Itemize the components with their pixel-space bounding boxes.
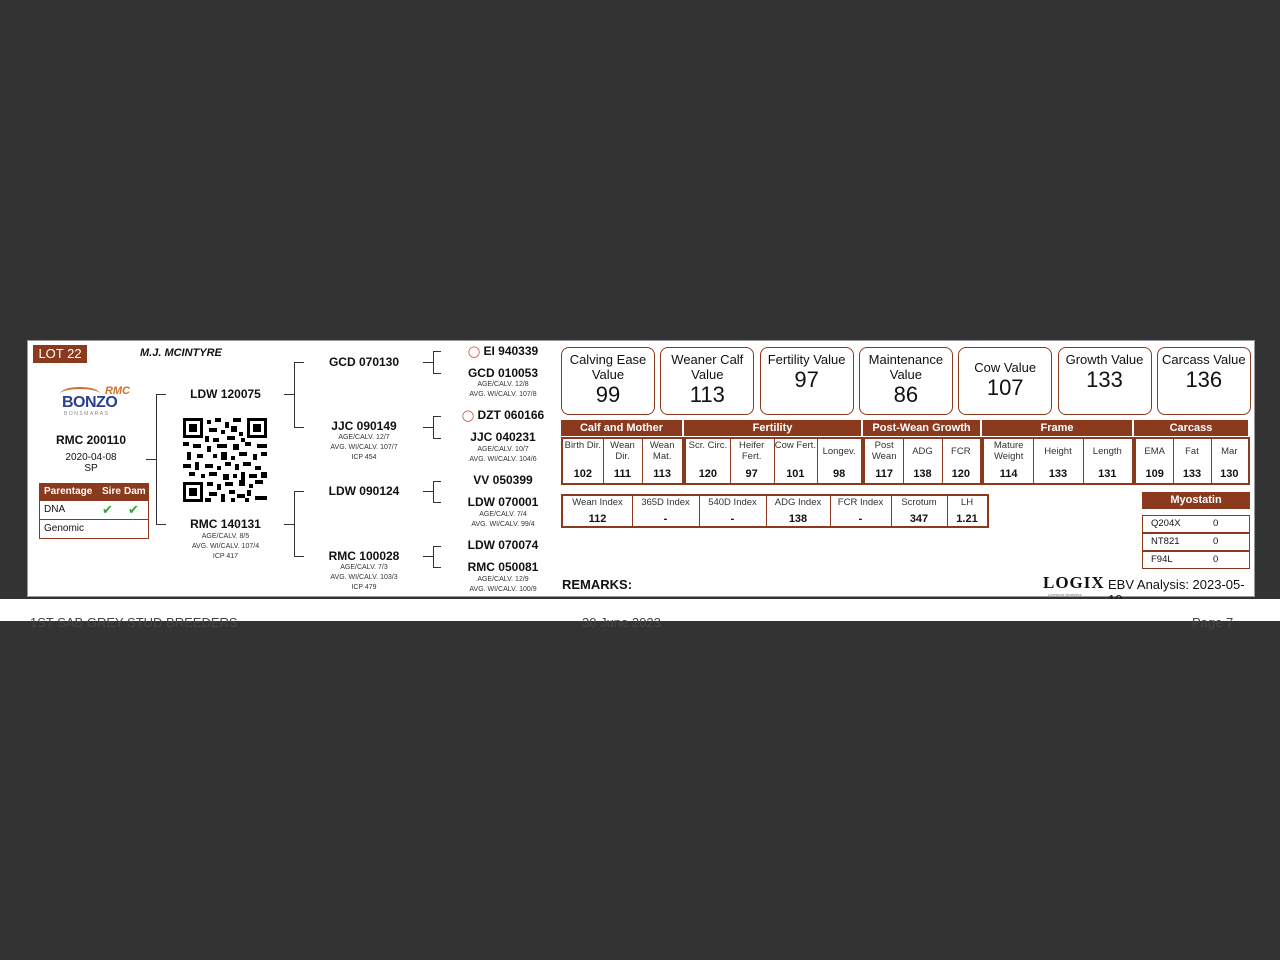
ggd-4-name: RMC 050081 [467, 560, 539, 574]
animal-type: SP [84, 463, 98, 474]
granddam-maternal-age-calv: AGE/CALV. 7/3 [340, 564, 388, 571]
dam-avg-wi: AVG. WI/CALV. 107/4 [191, 543, 260, 550]
parentage-header-dam: Dam [124, 486, 146, 497]
ebv-trait-value: 120 [698, 468, 718, 480]
index-box [958, 347, 1052, 415]
ebv-trait-value: 131 [1098, 468, 1117, 480]
dam-age-calv: AGE/CALV. 8/5 [201, 533, 250, 540]
ebv-trait-value: 98 [833, 468, 846, 480]
index-value: 113 [689, 382, 725, 407]
ebv-trait [942, 440, 980, 484]
ggd-4-avg-wi: AVG. WI/CALV. 100/9 [469, 586, 537, 593]
ebv-trait-label: ADG [912, 446, 933, 457]
logix-tagline: Livestock Analytics [1048, 592, 1082, 597]
ggs-2-name: DZT 060166 [477, 408, 545, 422]
ebv-trait-value: 130 [1220, 468, 1239, 480]
index-value: 97 [794, 367, 819, 392]
ebv-trait-label: Cow Fert. [774, 440, 816, 451]
ebv-group-header: Frame [982, 420, 1132, 436]
index-row-label: ADG Index [774, 497, 822, 508]
myostatin-value: 0 [1213, 554, 1219, 565]
index-row-divider [830, 496, 831, 526]
index-row-divider [699, 496, 700, 526]
parentage-header-sire: Sire [102, 486, 121, 497]
index-row-value: 1.21 [956, 513, 978, 525]
index-box [760, 347, 854, 415]
ggs-3-name: VV 050399 [473, 473, 533, 487]
ebv-divider [942, 439, 943, 483]
index-row-divider [891, 496, 892, 526]
index-row-cell [563, 497, 632, 527]
ebv-trait-value: 133 [1182, 468, 1202, 480]
index-row-label: 540D Index [708, 497, 757, 508]
ebv-divider [1083, 439, 1084, 483]
index-value: 99 [595, 382, 621, 407]
ggd-3-name: LDW 070001 [467, 495, 539, 509]
ebv-trait-label: Post Wean [871, 440, 897, 462]
ebv-divider [1211, 439, 1212, 483]
ebv-divider [774, 439, 775, 483]
ebv-trait [1136, 440, 1173, 484]
myostatin-row [1142, 551, 1250, 569]
ebv-trait-value: 120 [951, 468, 970, 480]
index-value: 136 [1185, 367, 1223, 392]
ggd-2-avg-wi: AVG. WI/CALV. 104/6 [469, 456, 537, 463]
parentage-row-genomic [40, 519, 148, 538]
ebv-trait-value: 101 [786, 468, 805, 480]
ggs-4-name: LDW 070074 [467, 538, 539, 552]
ebv-trait-label: Heifer Fert. [738, 440, 765, 462]
index-box [660, 347, 754, 415]
myostatin-header: Myostatin [1142, 492, 1250, 509]
parentage-row-label: DNA [44, 504, 66, 515]
animal-dob: 2020-04-08 [65, 452, 117, 463]
parentage-header [40, 484, 148, 500]
ggd-2-age-calv: AGE/CALV. 10/7 [477, 446, 529, 453]
index-row-divider [947, 496, 948, 526]
owner-name: M.J. MCINTYRE [140, 347, 222, 359]
granddam-paternal-name: JJC 090149 [331, 419, 397, 433]
page-footer [0, 599, 1280, 630]
index-row-cell [947, 497, 987, 527]
ebv-trait-label: Mature Weight [993, 440, 1024, 462]
granddam-maternal-avg-wi: AVG. WI/CALV. 103/3 [330, 574, 398, 581]
myostatin-gene: Q204X [1151, 518, 1181, 529]
index-row-label: FCR Index [837, 497, 884, 508]
index-row-label: LH [960, 497, 974, 508]
myostatin-value: 0 [1213, 518, 1219, 529]
ebv-trait-value: 111 [613, 468, 632, 480]
granddam-paternal-avg-wi: AVG. WI/CALV. 107/7 [330, 444, 398, 451]
animal-id: RMC 200110 [55, 433, 127, 447]
index-box [859, 347, 953, 415]
parentage-row-label: Genomic [44, 523, 85, 534]
ebv-divider [603, 439, 604, 483]
dam-icp: ICP 417 [212, 553, 239, 560]
logo-sub-text: BONSMARAS [64, 411, 110, 417]
index-box [1157, 347, 1251, 415]
ebv-trait [1211, 440, 1248, 484]
ebv-trait-label: Scr. Circ. [688, 440, 728, 451]
index-box [561, 347, 655, 415]
ggd-1-avg-wi: AVG. WI/CALV. 107/8 [469, 391, 537, 398]
index-row-value: - [858, 513, 863, 525]
granddam-maternal-icp: ICP 479 [351, 584, 377, 591]
index-title: Growth Value [1065, 352, 1144, 367]
ebv-trait [817, 440, 861, 484]
myostatin-row [1142, 515, 1250, 533]
index-row-label: Scrotum [901, 497, 937, 508]
ggd-1-age-calv: AGE/CALV. 12/8 [477, 381, 529, 388]
sire-check-icon: ✔ [102, 502, 113, 517]
index-value: 133 [1086, 367, 1123, 392]
ebv-trait [774, 440, 818, 484]
index-value: 107 [986, 375, 1024, 400]
index-row-value: 112 [588, 513, 607, 525]
ebv-group-header: Fertility [684, 420, 861, 436]
footer-left: 1ST SAB GREY STUD BREEDERS [30, 615, 238, 630]
ebv-trait-label: Height [1044, 446, 1072, 457]
ggd-3-avg-wi: AVG. WI/CALV. 99/4 [471, 521, 535, 528]
ebv-analysis-date: EBV Analysis: 2023-05- [1108, 577, 1245, 592]
ebv-trait-value: 113 [653, 468, 672, 480]
ebv-trait-label: EMA [1144, 446, 1165, 457]
ggd-2-name: JJC 040231 [470, 430, 536, 444]
ebv-trait-value: 114 [999, 468, 1018, 480]
index-row-value: - [730, 513, 735, 525]
ebv-group-header: Post-Wean Growth [863, 420, 980, 436]
logo-top-text: RMC [104, 385, 130, 397]
myostatin-row [1142, 533, 1250, 551]
ebv-divider [1033, 439, 1034, 483]
logo-main-text: BONZO [62, 394, 118, 411]
grandsire-paternal-name: GCD 070130 [328, 355, 400, 369]
parentage-header-label: Parentage [44, 486, 93, 497]
ebv-trait-value: 133 [1048, 468, 1068, 480]
ggd-4-age-calv: AGE/CALV. 12/9 [477, 576, 529, 583]
myostatin-value: 0 [1213, 536, 1219, 547]
qr-code[interactable] [183, 418, 267, 502]
ebv-trait [642, 440, 682, 484]
lot-card [27, 340, 1255, 597]
lot-badge: LOT 22 [33, 345, 87, 363]
index-row-divider [766, 496, 767, 526]
ggs-1 [453, 344, 553, 358]
granddam-paternal-age-calv: AGE/CALV. 12/7 [338, 434, 390, 441]
index-row-value: - [663, 513, 668, 525]
ebv-trait-label: Longev. [822, 446, 856, 457]
ebv-trait [903, 440, 941, 484]
index-title: Maintenance Value [868, 352, 944, 382]
stud-logo [60, 385, 130, 417]
index-value: 86 [893, 382, 919, 407]
parentage-table [39, 483, 149, 539]
index-title: Fertility Value [767, 352, 846, 367]
index-title: Calving Ease Value [569, 352, 647, 382]
index-row-cell [891, 497, 947, 527]
ebv-trait-label: Wean Mat. [649, 440, 675, 462]
ebv-trait-value: 109 [1145, 468, 1164, 480]
logix-logo: LOGIX [1043, 573, 1105, 592]
myostatin-gene: F94L [1151, 554, 1173, 565]
ebv-trait-label: FCR [951, 446, 971, 457]
index-title: Cow Value [974, 360, 1037, 375]
index-row-value: 347 [909, 513, 929, 525]
ebv-trait [603, 440, 643, 484]
ebv-trait-value: 117 [875, 468, 894, 480]
remarks-label: REMARKS: [562, 577, 633, 592]
ebv-trait [730, 440, 774, 484]
ebv-trait-label: Fat [1185, 446, 1199, 457]
sire-name: LDW 120075 [190, 387, 261, 401]
bull-icon: ◯ [461, 410, 475, 422]
index-row-cell [632, 497, 699, 527]
grandsire-maternal-name: LDW 090124 [328, 484, 400, 498]
myostatin-gene: NT821 [1151, 536, 1180, 547]
granddam-maternal-name: RMC 100028 [328, 549, 400, 563]
ebv-trait-label: Length [1092, 446, 1122, 457]
ebv-group-header: Carcass [1134, 420, 1248, 436]
dam-name: RMC 140131 [190, 517, 261, 531]
index-title: Carcass Value [1162, 352, 1246, 367]
index-row-cell [699, 497, 766, 527]
index-row-divider [632, 496, 633, 526]
ggd-3-age-calv: AGE/CALV. 7/4 [479, 511, 527, 518]
ebv-trait [1033, 440, 1082, 484]
ebv-trait-label: Mar [1221, 446, 1238, 457]
ebv-trait-value: 138 [913, 468, 932, 480]
footer-right: Page 7 [1192, 615, 1234, 630]
index-row-cell [830, 497, 891, 527]
parentage-row-dna [40, 500, 148, 519]
index-row-label: Wean Index [572, 497, 623, 508]
ebv-trait [563, 440, 603, 484]
ebv-divider [730, 439, 731, 483]
ggs-1-name: EI 940339 [483, 344, 539, 358]
ebv-divider [817, 439, 818, 483]
index-box [1058, 347, 1152, 415]
bull-icon: ◯ [467, 346, 481, 358]
index-title: Weaner Calf Value [671, 352, 744, 382]
index-row-value: 138 [788, 513, 808, 525]
ebv-trait [865, 440, 903, 484]
granddam-paternal-icp: ICP 454 [351, 454, 377, 461]
ebv-trait-label: Birth Dir. [564, 440, 602, 451]
ggd-1-name: GCD 010053 [467, 366, 539, 380]
footer-center: 30 June 2023 [582, 615, 661, 630]
qr-code-icon [183, 418, 267, 502]
ebv-trait-value: 97 [745, 468, 758, 480]
ebv-divider [903, 439, 904, 483]
ebv-trait [1083, 440, 1132, 484]
dam-check-icon: ✔ [128, 502, 139, 517]
ebv-trait-label: Wean Dir. [610, 440, 635, 462]
ebv-trait-value: 102 [573, 468, 592, 480]
ebv-trait [1173, 440, 1210, 484]
ebv-divider [642, 439, 643, 483]
ebv-trait [686, 440, 730, 484]
ebv-divider [1173, 439, 1174, 483]
index-row-label: 365D Index [641, 497, 690, 508]
ebv-trait [984, 440, 1033, 484]
ggs-2 [453, 408, 553, 422]
ebv-group-header: Calf and Mother [561, 420, 682, 436]
index-row-cell [766, 497, 830, 527]
